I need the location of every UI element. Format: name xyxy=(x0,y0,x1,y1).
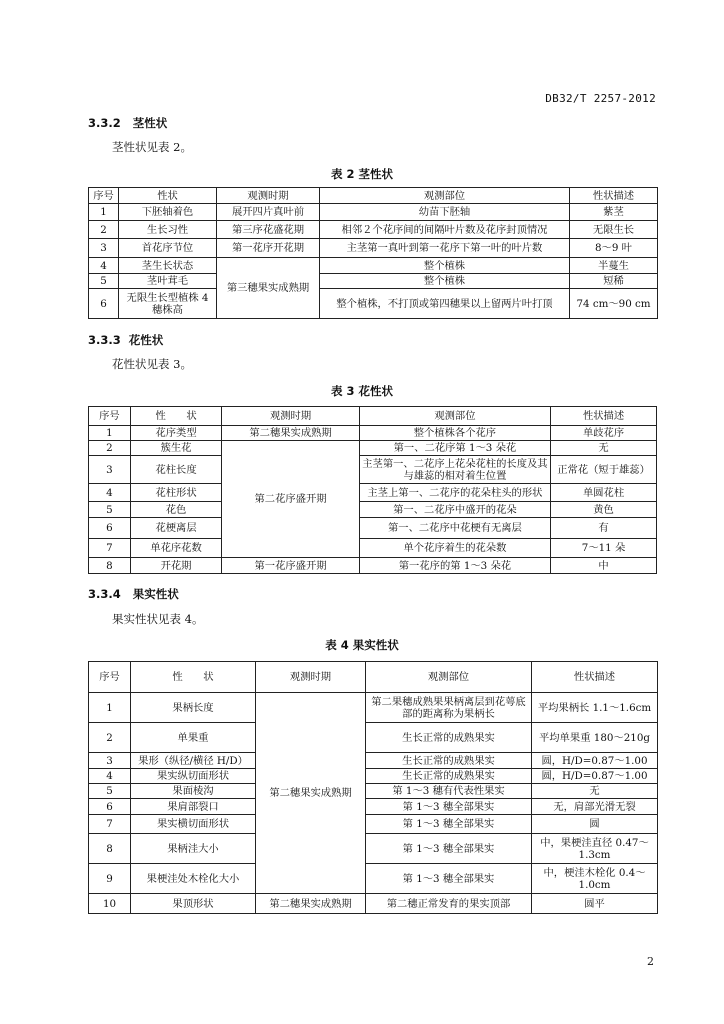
table-row xyxy=(89,258,658,274)
cell-no: 1 xyxy=(89,204,119,221)
cell-desc: 8～9 叶 xyxy=(570,239,658,258)
cell-part: 主茎第一、二花序上花朵花柱的长度及其与雄蕊的相对着生位置 xyxy=(359,456,550,484)
cell-desc: 中，果梗洼直径 0.47～1.3cm xyxy=(532,834,658,864)
cell-desc: 紫茎 xyxy=(570,204,658,221)
cell-desc: 无限生长 xyxy=(570,221,658,239)
cell-part: 第 1～3 穗全部果实 xyxy=(366,815,532,834)
cell-no: 5 xyxy=(89,274,119,289)
cell-desc: 7～11 朵 xyxy=(551,539,657,558)
cell-part: 第 1～3 穗全部果实 xyxy=(366,799,532,815)
table4-caption: 表 4 果实性状 xyxy=(325,638,399,652)
document-id: DB32/T 2257-2012 xyxy=(545,92,656,105)
cell-part: 第 1～3 穗全部果实 xyxy=(366,834,532,864)
table-row xyxy=(89,239,658,258)
cell-desc: 无，肩部光滑无裂 xyxy=(532,799,658,815)
cell-no: 6 xyxy=(89,289,119,319)
cell-part: 第 1～3 穗全部果实 xyxy=(366,864,532,894)
cell-trait: 果实纵切面形状 xyxy=(131,769,256,784)
table-row xyxy=(89,693,658,723)
section-intro-flower: 花性状见表 3。 xyxy=(112,357,192,371)
cell-no: 5 xyxy=(89,502,131,518)
cell-trait: 果实横切面形状 xyxy=(131,815,256,834)
cell-no: 2 xyxy=(89,441,131,456)
cell-trait: 无限生长型植株 4 穗株高 xyxy=(119,289,217,319)
cell-part: 生长正常的成熟果实 xyxy=(366,769,532,784)
table-row xyxy=(89,426,657,441)
cell-trait: 花柱长度 xyxy=(130,456,222,484)
cell-part: 第 1～3 穗有代表性果实 xyxy=(366,784,532,799)
cell-no: 6 xyxy=(89,518,131,539)
cell-desc: 有 xyxy=(551,518,657,539)
table-row xyxy=(89,204,658,221)
cell-trait: 首花序节位 xyxy=(119,239,217,258)
header-cell: 序号 xyxy=(89,662,131,693)
cell-desc: 半蔓生 xyxy=(570,258,658,274)
cell-trait: 花梗离层 xyxy=(130,518,222,539)
table4-fruit-traits xyxy=(88,661,658,914)
header-cell: 性状描述 xyxy=(532,662,658,693)
table-row xyxy=(89,558,657,574)
cell-desc: 中，梗洼木栓化 0.4～1.0cm xyxy=(532,864,658,894)
header-cell: 序号 xyxy=(89,407,131,426)
table-row xyxy=(89,518,657,539)
cell-no: 7 xyxy=(89,815,131,834)
cell-no: 2 xyxy=(89,221,119,239)
cell-desc: 圆平 xyxy=(532,894,658,914)
cell-trait: 单果重 xyxy=(131,723,256,753)
table-row xyxy=(89,799,658,815)
cell-desc: 中 xyxy=(551,558,657,574)
table2-caption: 表 2 茎性状 xyxy=(330,167,393,181)
header-cell: 性状 xyxy=(119,188,217,204)
cell-part: 单个花序着生的花朵数 xyxy=(359,539,550,558)
cell-part: 第二果穗成熟果果柄离层到花萼底部的距离称为果柄长 xyxy=(366,693,532,723)
cell-trait: 花色 xyxy=(130,502,222,518)
cell-no: 3 xyxy=(89,753,131,769)
page-number: 2 xyxy=(647,955,654,968)
cell-trait: 果梗洼处木栓化大小 xyxy=(131,864,256,894)
cell-no: 4 xyxy=(89,484,131,502)
table-row xyxy=(89,769,658,784)
cell-trait: 果柄长度 xyxy=(131,693,256,723)
cell-period: 展开四片真叶前 xyxy=(217,204,320,221)
cell-part: 整个植株 xyxy=(320,274,570,289)
cell-desc: 正常花（短于雄蕊） xyxy=(551,456,657,484)
table-row xyxy=(89,289,658,319)
cell-period: 第二穗果实成熟期 xyxy=(256,693,366,894)
cell-no: 4 xyxy=(89,258,119,274)
cell-trait: 果肩部裂口 xyxy=(131,799,256,815)
cell-period: 第三穗果实成熟期 xyxy=(217,258,320,319)
cell-desc: 74 cm～90 cm xyxy=(570,289,658,319)
cell-no: 3 xyxy=(89,456,131,484)
table3-flower-traits xyxy=(88,406,657,574)
cell-no: 8 xyxy=(89,834,131,864)
cell-desc: 黄色 xyxy=(551,502,657,518)
header-cell: 观测部位 xyxy=(366,662,532,693)
header-cell: 性 状 xyxy=(131,662,256,693)
cell-desc: 无 xyxy=(532,784,658,799)
cell-desc: 单圆花柱 xyxy=(551,484,657,502)
cell-part: 整个植株各个花序 xyxy=(359,426,550,441)
header-cell: 观测部位 xyxy=(320,188,570,204)
table-row xyxy=(89,834,658,864)
header-cell: 序号 xyxy=(89,188,119,204)
cell-part: 主茎上第一、二花序的花朵柱头的形状 xyxy=(359,484,550,502)
cell-desc: 平均单果重 180～210g xyxy=(532,723,658,753)
cell-period: 第二穗果实成熟期 xyxy=(222,426,359,441)
cell-trait: 单花序花数 xyxy=(130,539,222,558)
table-row xyxy=(89,723,658,753)
cell-no: 1 xyxy=(89,426,131,441)
header-cell: 观测时期 xyxy=(256,662,366,693)
table-header-row xyxy=(89,407,657,426)
table-header-row xyxy=(89,662,658,693)
cell-period: 第一花序开花期 xyxy=(217,239,320,258)
table-row xyxy=(89,753,658,769)
cell-no: 5 xyxy=(89,784,131,799)
cell-no: 8 xyxy=(89,558,131,574)
cell-part: 主茎第一真叶到第一花序下第一叶的叶片数 xyxy=(320,239,570,258)
cell-period: 第一花序盛开期 xyxy=(222,558,359,574)
cell-desc: 短稀 xyxy=(570,274,658,289)
cell-desc: 圆 xyxy=(532,815,658,834)
header-cell: 观测时期 xyxy=(222,407,359,426)
table-row xyxy=(89,894,658,914)
cell-trait: 下胚轴着色 xyxy=(119,204,217,221)
table-row xyxy=(89,484,657,502)
header-cell: 观测时期 xyxy=(217,188,320,204)
cell-part: 第一花序的第 1～3 朵花 xyxy=(359,558,550,574)
cell-period: 第二花序盛开期 xyxy=(222,441,359,558)
cell-trait: 花序类型 xyxy=(130,426,222,441)
table-row xyxy=(89,539,657,558)
cell-trait: 茎叶茸毛 xyxy=(119,274,217,289)
cell-part: 第一、二花序第 1～3 朵花 xyxy=(359,441,550,456)
cell-period: 第三序花盛花期 xyxy=(217,221,320,239)
cell-desc: 圆，H/D=0.87～1.00 xyxy=(532,753,658,769)
cell-trait: 果面棱沟 xyxy=(131,784,256,799)
table2-stem-traits xyxy=(88,187,658,319)
cell-no: 1 xyxy=(89,693,131,723)
cell-no: 10 xyxy=(89,894,131,914)
cell-desc: 单歧花序 xyxy=(551,426,657,441)
cell-period: 第二穗果实成熟期 xyxy=(256,894,366,914)
section-intro-fruit: 果实性状见表 4。 xyxy=(112,612,204,626)
cell-trait: 簇生花 xyxy=(130,441,222,456)
cell-trait: 花柱形状 xyxy=(130,484,222,502)
cell-desc: 平均果柄长 1.1～1.6cm xyxy=(532,693,658,723)
cell-trait: 开花期 xyxy=(130,558,222,574)
cell-part: 第一、二花序中花梗有无离层 xyxy=(359,518,550,539)
cell-part: 生长正常的成熟果实 xyxy=(366,753,532,769)
header-cell: 性 状 xyxy=(130,407,222,426)
cell-trait: 果柄洼大小 xyxy=(131,834,256,864)
cell-trait: 生长习性 xyxy=(119,221,217,239)
cell-trait: 果形（纵径/横径 H/D） xyxy=(131,753,256,769)
table-row xyxy=(89,864,658,894)
cell-desc: 无 xyxy=(551,441,657,456)
cell-no: 2 xyxy=(89,723,131,753)
cell-part: 整个植株 xyxy=(320,258,570,274)
cell-no: 3 xyxy=(89,239,119,258)
cell-part: 幼苗下胚轴 xyxy=(320,204,570,221)
cell-part: 第一、二花序中盛开的花朵 xyxy=(359,502,550,518)
cell-part: 生长正常的成熟果实 xyxy=(366,723,532,753)
cell-no: 7 xyxy=(89,539,131,558)
table3-caption: 表 3 花性状 xyxy=(330,384,393,398)
section-heading-fruit: 3.3.4 果实性状 xyxy=(88,587,179,601)
section-heading-stem: 3.3.2 茎性状 xyxy=(88,116,168,130)
section-heading-flower: 3.3.3 花性状 xyxy=(88,333,164,347)
table-header-row xyxy=(89,188,658,204)
table-row xyxy=(89,441,657,456)
cell-no: 6 xyxy=(89,799,131,815)
cell-no: 9 xyxy=(89,864,131,894)
table-row xyxy=(89,784,658,799)
cell-trait: 果顶形状 xyxy=(131,894,256,914)
table-row xyxy=(89,274,658,289)
table-row xyxy=(89,502,657,518)
cell-part: 相邻２个花序间的间隔叶片数及花序封顶情况 xyxy=(320,221,570,239)
header-cell: 性状描述 xyxy=(570,188,658,204)
cell-trait: 茎生长状态 xyxy=(119,258,217,274)
header-cell: 观测部位 xyxy=(359,407,550,426)
header-cell: 性状描述 xyxy=(551,407,657,426)
section-intro-stem: 茎性状见表 2。 xyxy=(112,140,192,154)
table-row xyxy=(89,456,657,484)
cell-desc: 圆，H/D=0.87～1.00 xyxy=(532,769,658,784)
cell-part: 整个植株，不打顶或第四穗果以上留两片叶打顶 xyxy=(320,289,570,319)
table-row xyxy=(89,221,658,239)
table-row xyxy=(89,815,658,834)
cell-part: 第二穗正常发育的果实顶部 xyxy=(366,894,532,914)
cell-no: 4 xyxy=(89,769,131,784)
